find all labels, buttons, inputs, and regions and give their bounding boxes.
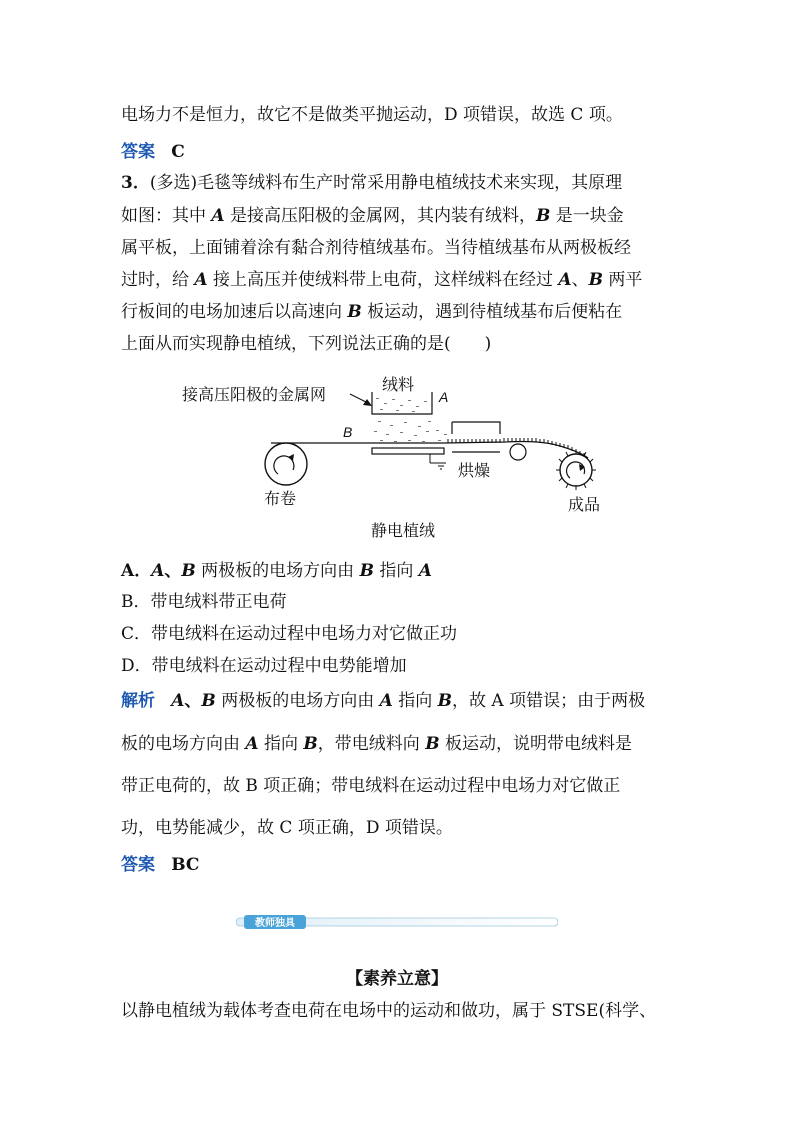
diagram-caption: 静电植绒: [371, 523, 436, 540]
question-line-4: 过时，给 A 接上高压并使绒料带上电荷，这样绒料在经过 A、B 两平: [121, 270, 643, 290]
dryer-top: [452, 422, 500, 434]
question-line-5: 行板间的电场加速后以高速向 B 板运动，遇到待植绒基布后便粘在: [121, 302, 623, 322]
answer-value: C: [171, 142, 185, 162]
teacher-badge-label: 教师独具: [255, 918, 295, 929]
fiber-label: 绒料: [382, 377, 415, 394]
dry-label: 烘燥: [458, 463, 491, 480]
question-line-3: 属平板，上面铺着涂有黏合剂待植绒基布。当待植绒基布从两极板经: [121, 238, 631, 258]
option-a: A．A、B 两极板的电场方向由 B 指向 A: [121, 561, 432, 581]
prev-explanation-line: 电场力不是恒力，故它不是做类平抛运动，D 项错误，故选 C 项。: [121, 105, 623, 125]
question-number: 3．: [121, 173, 150, 193]
option-b: B．带电绒料带正电荷: [121, 592, 287, 612]
b-label: B: [343, 424, 353, 440]
answer-label: 答案: [121, 142, 155, 162]
a-label: A: [439, 389, 449, 405]
electrostatic-flocking-diagram: [160, 370, 620, 550]
question-line-6: 上面从而实现静电植绒，下列说法正确的是( ): [121, 334, 492, 354]
mesh-label: 接高压阳极的金属网: [182, 387, 327, 404]
analysis-line-4: 功，电势能减少，故 C 项正确，D 项错误。: [121, 818, 453, 838]
answer-label: 答案: [121, 855, 155, 875]
answer-value: BC: [171, 855, 200, 875]
question-line-2: 如图：其中 A 是接高压阳极的金属网，其内装有绒料，B 是一块金: [121, 206, 624, 226]
question-line-1: 3．(多选)毛毯等绒料布生产时常采用静电植绒技术来实现，其原理: [121, 173, 623, 193]
fiber-specks: [374, 398, 447, 442]
guide-roller: [510, 444, 526, 460]
metal-plate-b: [372, 448, 444, 454]
section-line-1: 以静电植绒为载体考查电荷在电场中的运动和做功，属于 STSE(科学、: [121, 1001, 657, 1021]
section-title: 【素养立意】: [346, 969, 448, 989]
question-tag: (多选): [149, 173, 198, 193]
answer-2: [121, 854, 199, 876]
product-roll-icon: [560, 454, 592, 486]
analysis-line-3: 带正电荷的，故 B 项正确；带电绒料在运动过程中电场力对它做正: [121, 776, 621, 796]
mesh-arrowhead: [363, 399, 372, 406]
teacher-only-banner: [236, 914, 558, 930]
analysis-line-1: 解析 A、B 两极板的电场方向由 A 指向 B，故 A 项错误；由于两极: [121, 691, 646, 711]
product-label: 成品: [568, 497, 601, 514]
option-c: C．带电绒料在运动过程中电场力对它做正功: [121, 624, 458, 644]
cloth-roll-icon: [265, 443, 307, 485]
analysis-line-2: 板的电场方向由 A 指向 B，带电绒料向 B 板运动，说明带电绒料是: [121, 734, 632, 754]
mesh-box-a: [372, 392, 432, 414]
roll-label: 布卷: [264, 491, 297, 508]
prev-answer: [121, 141, 185, 163]
analysis-label: 解析: [121, 691, 155, 711]
option-d: D．带电绒料在运动过程中电势能增加: [121, 656, 407, 676]
